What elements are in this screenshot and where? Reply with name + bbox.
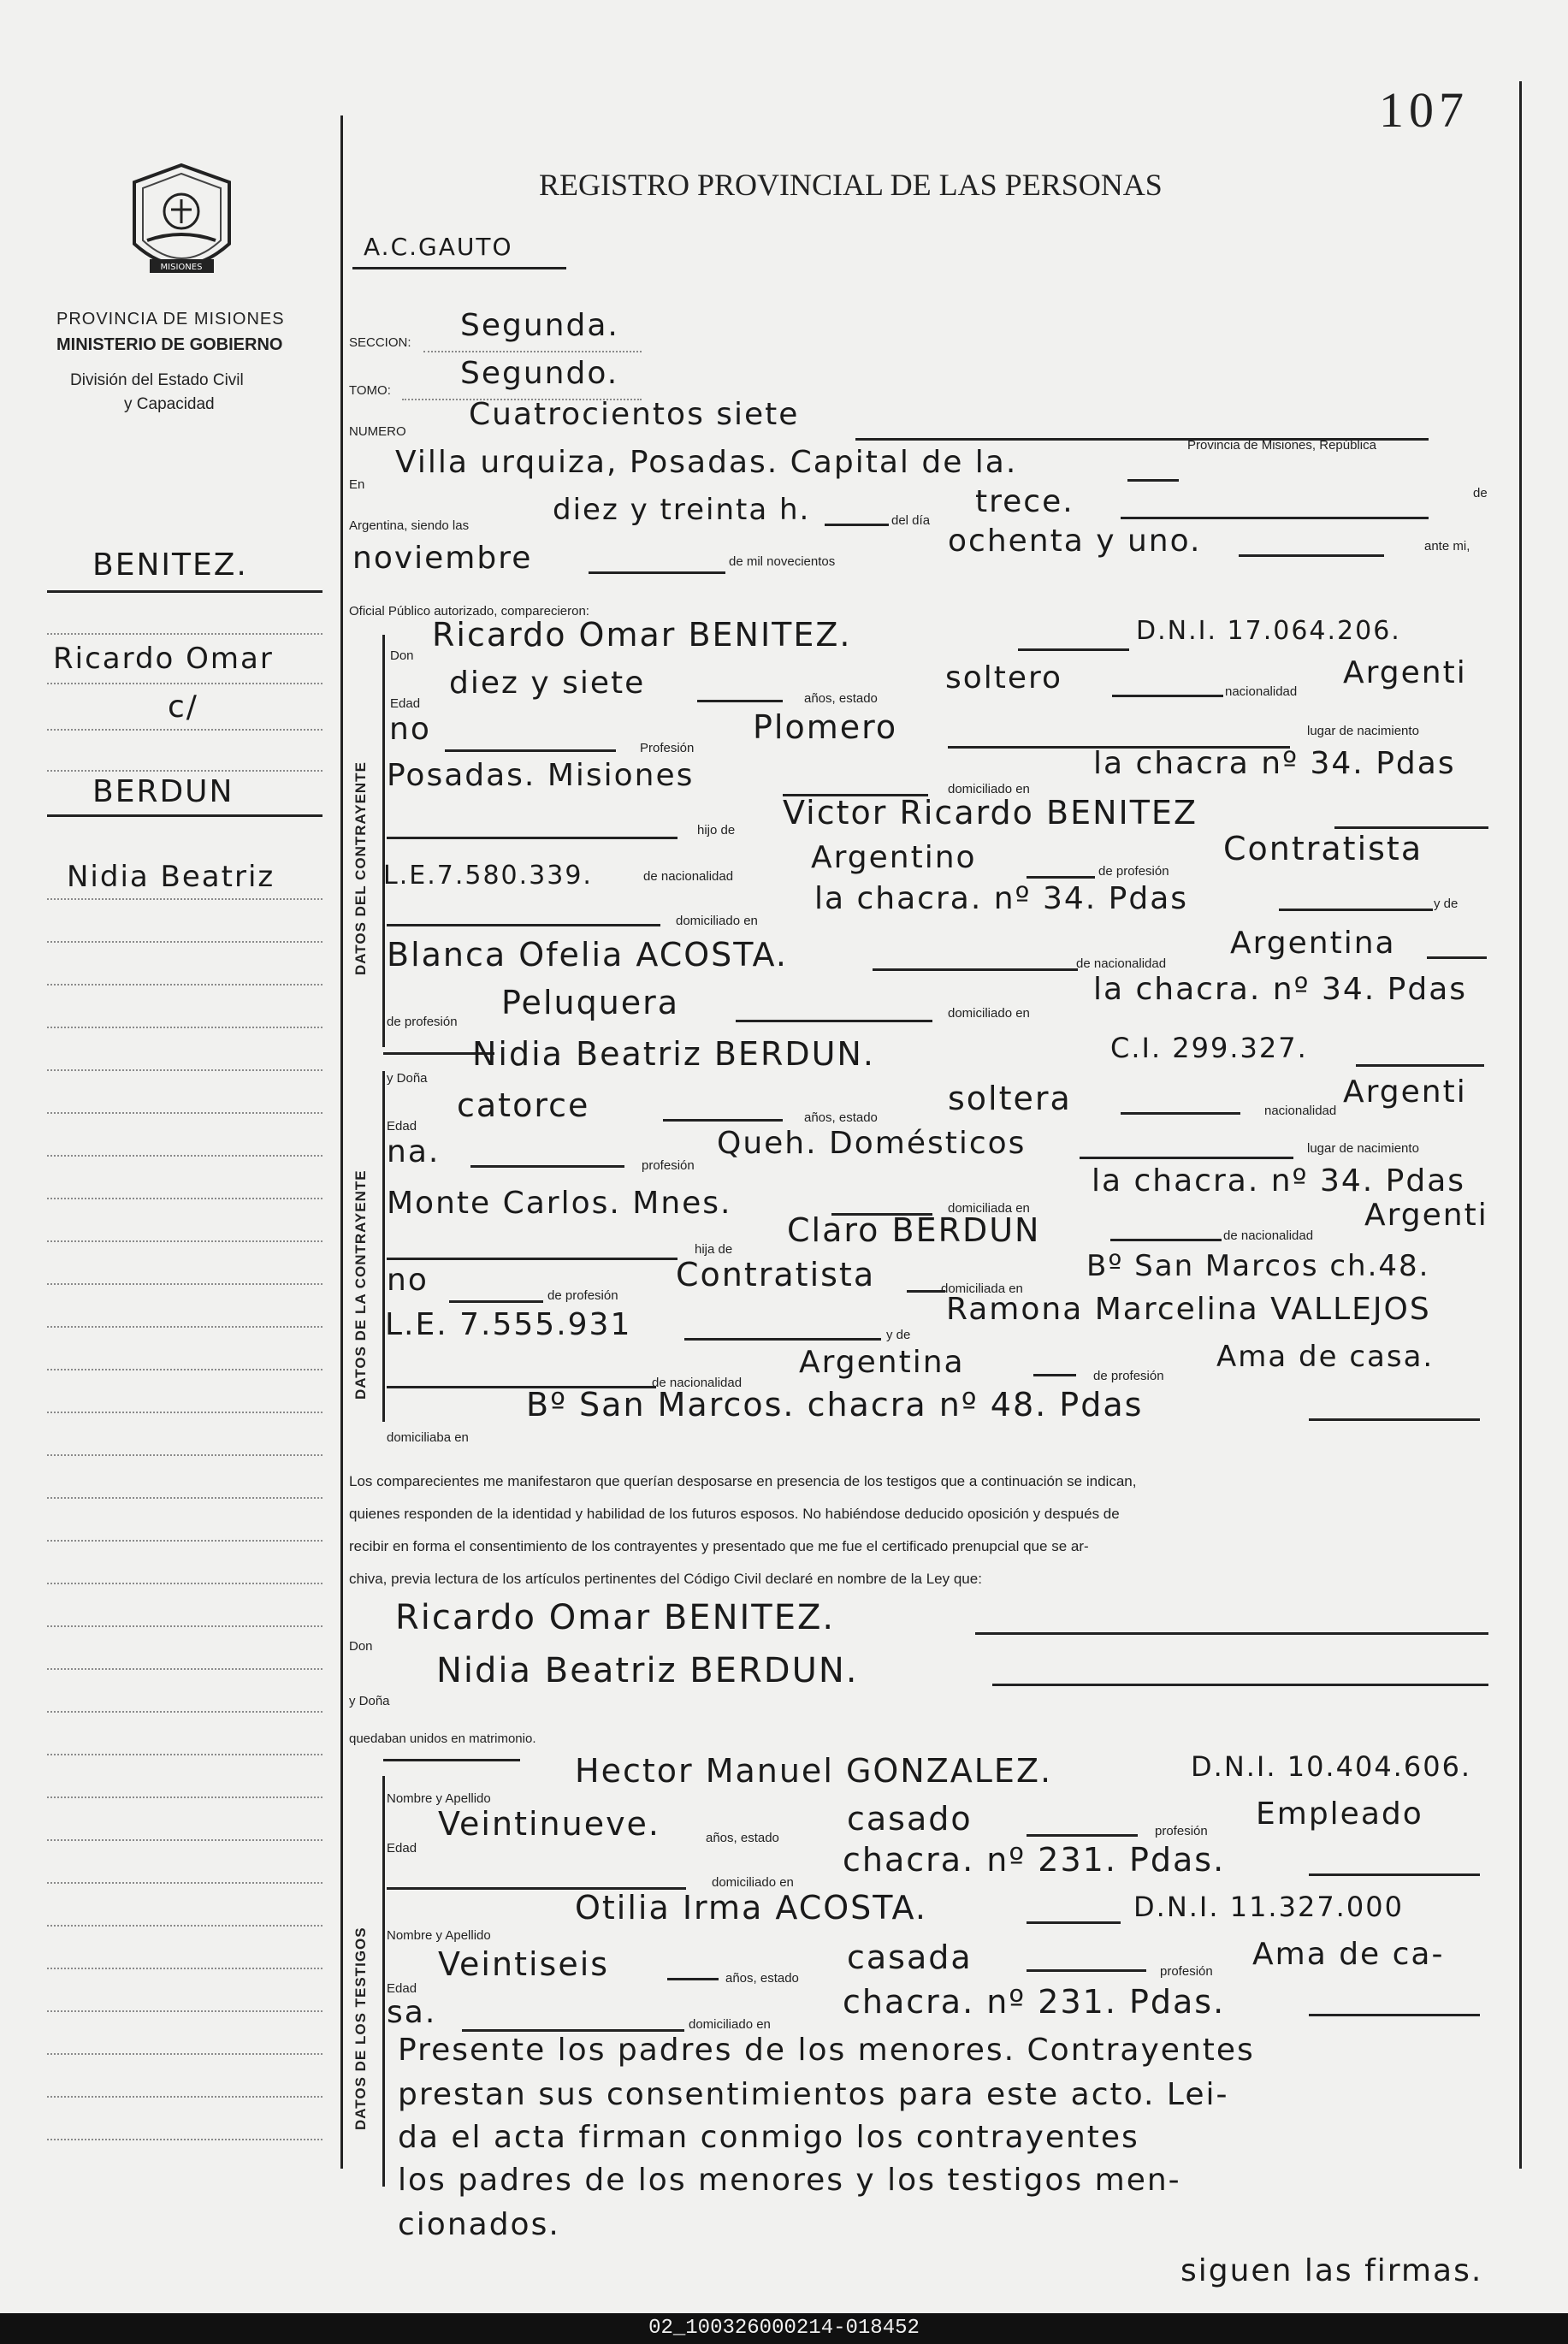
c2-madre-nac: Argentina [799,1345,965,1380]
c1-hijo-label: hijo de [697,823,736,838]
section-label-testigos: DATOS DE LOS TESTIGOS [352,1927,369,2130]
c1-madre-dom-label: domiciliado en [948,1006,1030,1021]
margin-name-2: Nidia Beatriz [67,860,275,894]
province-heading: PROVINCIA DE MISIONES [56,310,285,329]
c1-nac-2: no [389,712,431,747]
c1-doc: D.N.I. 17.064.206. [1136,616,1401,646]
t1-nombre: Hector Manuel GONZALEZ. [575,1752,1053,1790]
del-dia-label: del día [891,513,931,528]
c2-padre-dom-label: domiciliada en [941,1282,1023,1296]
c2-nombre: Nidia Beatriz BERDUN. [472,1035,875,1073]
t1-estado: casado [847,1800,973,1838]
section-bracket-3 [382,1776,385,2187]
c2-madre-prof: Ama de casa. [1216,1340,1435,1374]
notes-line-1: Presente los padres de los menores. Contrayentes [398,2033,1255,2068]
notes-line-4: los padres de los menores y los testigos men- [398,2163,1181,2198]
decl-don-label: Don [349,1639,373,1654]
hora-value: diez y treinta h. [553,493,811,527]
section-bracket-2 [382,1071,385,1422]
c2-padre-nac: Argenti [1364,1198,1488,1233]
t1-prof-label: profesión [1155,1824,1208,1838]
de-label: de [1473,486,1488,500]
c2-padre-nac-label: de nacionalidad [1223,1228,1314,1243]
t1-edad: Veintinueve. [438,1805,661,1843]
c2-dona-label: y Doña [387,1071,428,1086]
margin-underline-1 [47,590,322,593]
c2-hija-label: hija de [695,1242,733,1257]
notes-line-2: prestan sus consentimientos para este acto. Lei- [398,2077,1229,2112]
closing-note: siguen las firmas. [1180,2253,1483,2288]
margin-surname-2: BERDUN [92,774,234,809]
tomo-value: Segundo. [460,356,619,391]
t1-label: Nombre y Apellido [387,1791,491,1806]
c2-padre-prof-label: de profesión [547,1288,618,1303]
section-label-contrayente: DATOS DEL CONTRAYENTE [352,761,369,975]
tomo-label: TOMO: [349,383,391,398]
t1-prof: Empleado [1256,1796,1423,1832]
provincial-seal [120,158,244,295]
t2-edad: Veintiseis [438,1945,610,1983]
decl-unidos: quedaban unidos en matrimonio. [349,1731,536,1746]
c2-lugar-nac: Monte Carlos. Mnes. [387,1186,732,1221]
t2-prof-2: sa. [387,1995,437,2030]
declaration-line-4: chiva, previa lectura de los artículos pertinentes del Código Civil declaré en nombre de la Ley que: [349,1571,982,1587]
c2-nac-label: nacionalidad [1264,1104,1337,1118]
notes-line-5: cionados. [398,2207,560,2242]
c1-padre-prof-label: de profesión [1098,864,1169,879]
official-name: A.C.GAUTO [364,233,513,261]
division-heading-2: y Capacidad [124,395,215,413]
c1-padre-doc: L.E.7.580.339. [383,861,593,891]
decl-don: Ricardo Omar BENITEZ. [395,1598,836,1637]
t1-dom: chacra. nº 231. Pdas. [843,1841,1226,1879]
c1-padre-nac-label: de nacionalidad [643,869,734,884]
dia-value: trece. [975,484,1074,519]
c1-domicilio: la chacra nº 34. Pdas [1093,746,1456,781]
section-divider-2 [383,1759,520,1761]
numero-label: NUMERO [349,424,406,439]
notes-line-3: da el acta firman conmigo los contrayentes [398,2120,1139,2155]
t2-edad-label: Edad [387,1981,417,1996]
t2-nombre: Otilia Irma ACOSTA. [575,1889,927,1927]
c2-madre-dom-label: domiciliaba en [387,1430,469,1445]
c2-padre-nac-2: no [387,1263,429,1298]
c1-padre-dom-label: domiciliado en [676,914,758,928]
c1-anios-label: años, estado [804,691,878,706]
en-label: En [349,477,365,492]
oficial-label: Oficial Público autorizado, comparecieron: [349,604,589,619]
seccion-value: Segunda. [460,308,619,343]
c2-padre-prof: Contratista [676,1256,876,1293]
margin-surname-1: BENITEZ. [92,548,248,583]
c1-lugar-nac-label: lugar de nacimiento [1307,724,1419,738]
c1-prof-label: Profesión [640,741,695,755]
margin-underline-2 [47,814,322,817]
c2-y-de-label: y de [886,1328,911,1342]
provincia-label: Provincia de Misiones, República [1187,438,1376,453]
page-title: REGISTRO PROVINCIAL DE LAS PERSONAS [539,168,1163,202]
c2-anios-label: años, estado [804,1110,878,1125]
c1-nac-1: Argenti [1343,655,1467,690]
t2-estado: casada [847,1939,973,1976]
c2-madre-prof-label: de profesión [1093,1369,1164,1383]
margin-name-1: Ricardo Omar [53,642,274,676]
c2-estado: soltera [948,1080,1072,1117]
c2-madre-nac-label: de nacionalidad [652,1376,743,1390]
c1-madre-nac: Argentina [1230,926,1396,961]
section-label-contrayente-f: DATOS DE LA CONTRAYENTE [352,1169,369,1400]
document-id-footer: 02_100326000214-018452 [0,2313,1568,2344]
svg-text:MISIONES: MISIONES [160,263,203,272]
c2-nac-1: Argenti [1343,1074,1467,1110]
t1-doc: D.N.I. 10.404.606. [1191,1750,1472,1783]
c1-padre-dom: la chacra. nº 34. Pdas [814,881,1189,916]
c1-don-label: Don [390,648,414,663]
right-margin-rule [1519,81,1522,2169]
c1-padre: Victor Ricardo BENITEZ [783,794,1198,832]
c1-madre-prof: Peluquera [501,984,680,1021]
c2-profesion: Queh. Domésticos [717,1126,1027,1161]
decl-dona: Nidia Beatriz BERDUN. [436,1651,859,1690]
c1-dom-label: domiciliado en [948,782,1030,796]
ante-label: ante mi, [1424,539,1470,553]
c2-padre-dom: Bº San Marcos ch.48. [1086,1249,1430,1283]
c1-estado: soltero [945,660,1063,696]
c1-edad: diez y siete [449,666,646,701]
c2-lugar-nac-label: lugar de nacimiento [1307,1141,1419,1156]
c1-lugar-nac: Posadas. Misiones [387,758,695,793]
t2-prof: Ama de ca- [1252,1937,1445,1972]
c2-edad-label: Edad [387,1119,417,1134]
c1-madre-dom: la chacra. nº 34. Pdas [1093,972,1468,1007]
c2-prof-label: profesión [642,1158,695,1173]
margin-conjunction: c/ [168,690,198,725]
anio-value: ochenta y uno. [948,524,1202,559]
c1-edad-label: Edad [390,696,421,711]
c1-y-de-label: y de [1434,897,1459,911]
c2-madre-dom: Bº San Marcos. chacra nº 48. Pdas [526,1386,1144,1424]
t2-doc: D.N.I. 11.327.000 [1133,1891,1404,1923]
section-bracket-1 [382,635,385,1047]
t2-dom-label: domiciliado en [689,2017,771,2032]
left-margin-rule [340,115,343,2169]
declaration-line-1: Los comparecientes me manifestaron que querían desposarse en presencia de los testigos que a continuación se indican, [349,1473,1137,1489]
t1-edad-label: Edad [387,1841,417,1856]
c2-padre: Claro BERDUN [787,1211,1041,1249]
c1-nombre: Ricardo Omar BENITEZ. [432,616,852,654]
decl-dona-label: y Doña [349,1694,390,1708]
c2-doc: C.I. 299.327. [1110,1032,1308,1064]
c1-madre: Blanca Ofelia ACOSTA. [387,936,788,974]
t2-dom: chacra. nº 231. Pdas. [843,1983,1226,2021]
c2-nac-2: na. [387,1134,441,1169]
c1-profesion: Plomero [753,708,898,746]
t1-anios-label: años, estado [706,1831,779,1845]
argentina-label: Argentina, siendo las [349,518,470,533]
c1-padre-nac: Argentino [811,840,977,875]
c2-edad: catorce [457,1086,590,1124]
c2-domicilio: la chacra. nº 34. Pdas [1092,1163,1466,1199]
mes-value: noviembre [352,541,533,576]
declaration-line-3: recibir en forma el consentimiento de los contrayentes y presentado que me fue el certificado prenupcial que se ar- [349,1538,1089,1554]
c1-padre-prof: Contratista [1223,830,1423,867]
ministry-heading: MINISTERIO DE GOBIERNO [56,335,283,354]
t2-label: Nombre y Apellido [387,1928,491,1943]
c2-dom-label: domiciliada en [948,1201,1030,1216]
c2-padre-doc: L.E. 7.555.931 [385,1307,632,1342]
c1-madre-nac-label: de nacionalidad [1076,956,1167,971]
division-heading-1: División del Estado Civil [70,371,244,389]
numero-value: Cuatrocientos siete [469,397,800,432]
page-number: 107 [1379,82,1469,138]
seccion-label: SECCION: [349,335,411,350]
t2-prof-label: profesión [1160,1964,1213,1979]
c2-madre: Ramona Marcelina VALLEJOS [946,1292,1431,1327]
t1-dom-label: domiciliado en [712,1875,794,1890]
official-underline [352,267,566,269]
c1-nac-label: nacionalidad [1225,684,1298,699]
lugar-value: Villa urquiza, Posadas. Capital de la. [395,445,1018,480]
t2-anios-label: años, estado [725,1971,799,1986]
c1-madre-prof-label: de profesión [387,1015,458,1029]
anio-label: de mil novecientos [729,554,836,569]
declaration-line-2: quienes responden de la identidad y habilidad de los futuros esposos. No habiéndose deducido oposición y después de [349,1506,1120,1522]
